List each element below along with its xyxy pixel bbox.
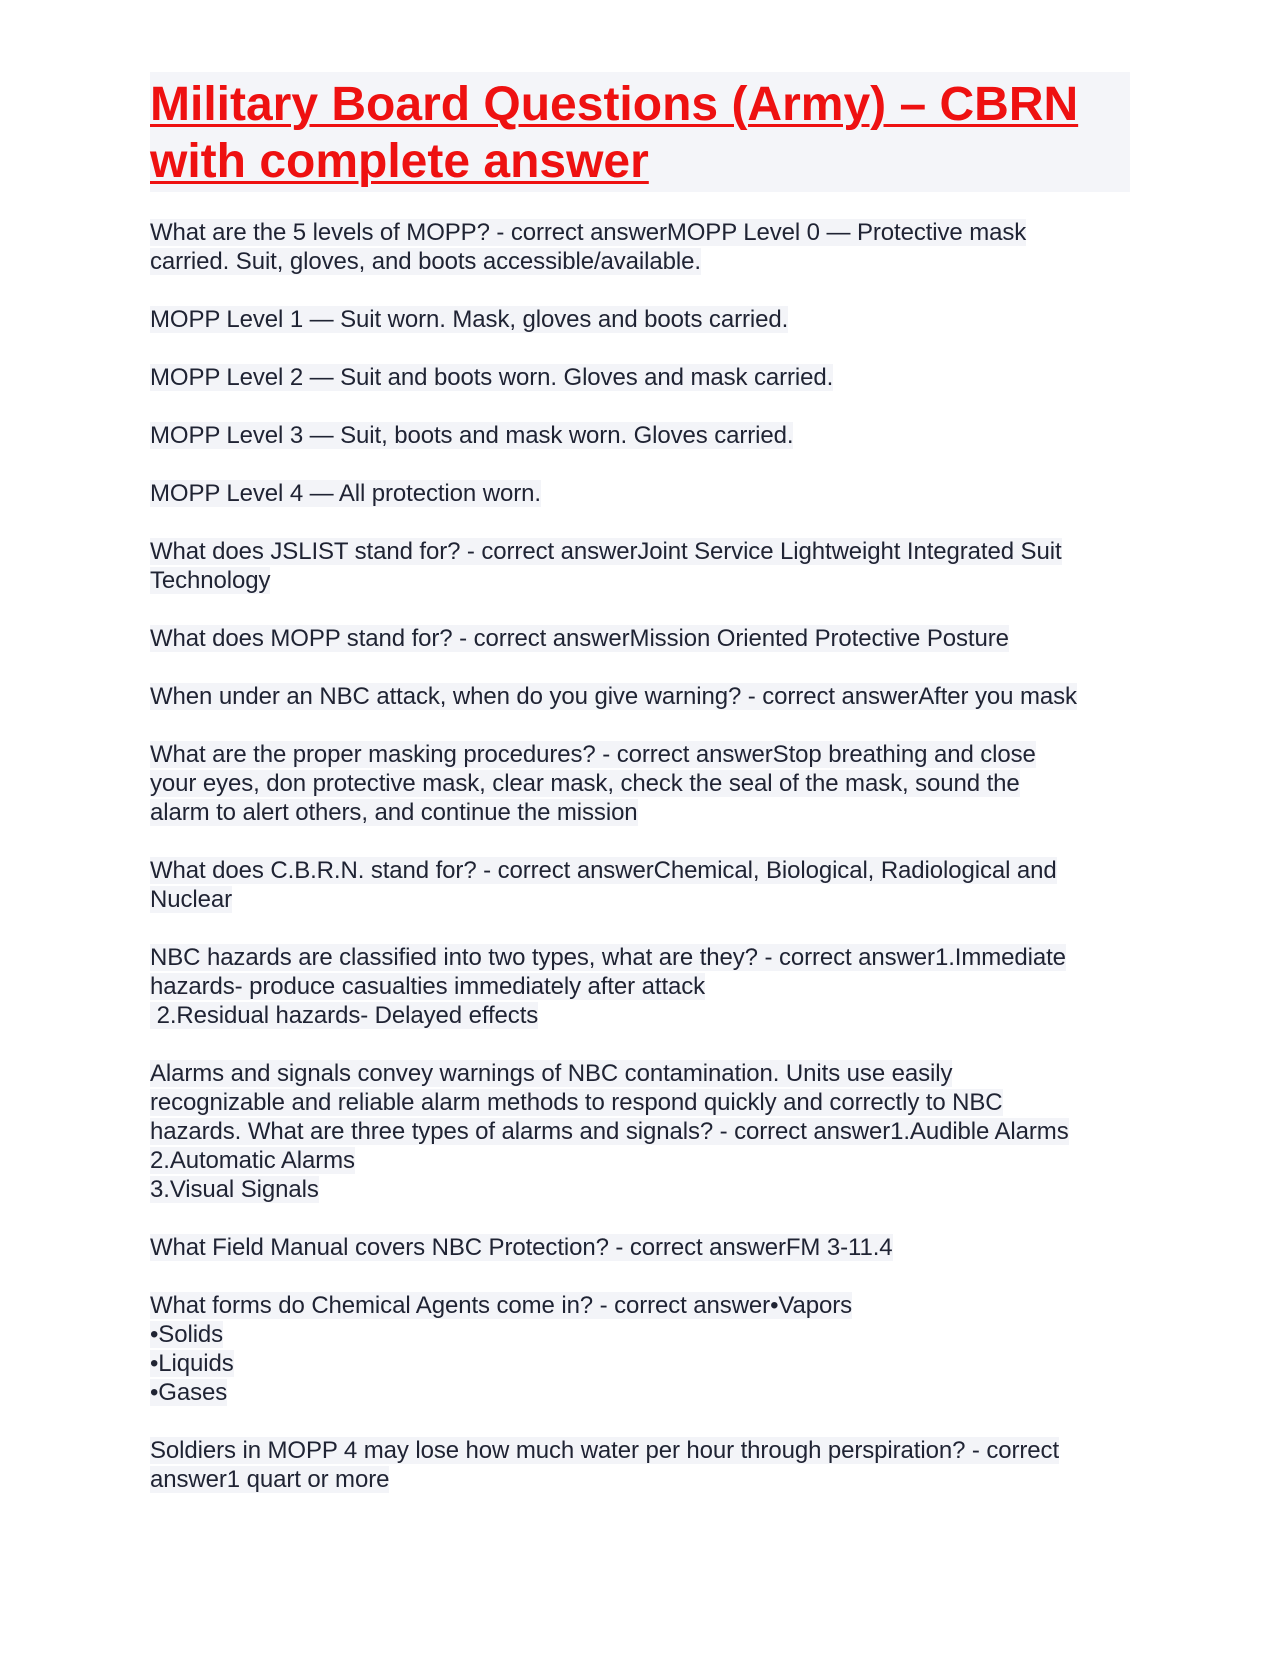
text-line: MOPP Level 1 — Suit worn. Mask, gloves and boots carried. [150, 306, 789, 333]
qa-paragraph [150, 1291, 1130, 1407]
text-line: Technology [150, 567, 271, 594]
qa-paragraph [150, 1233, 1130, 1262]
document-body [150, 218, 1130, 1494]
text-line: alarm to alert others, and continue the mission [150, 799, 638, 826]
qa-paragraph [150, 856, 1130, 914]
text-line: MOPP Level 4 — All protection worn. [150, 480, 541, 507]
document-title-block [150, 72, 1130, 192]
text-line: hazards. What are three types of alarms and signals? - correct answer1.Audible Alarms [150, 1118, 1069, 1145]
text-line: 2.Residual hazards- Delayed effects [150, 1002, 539, 1029]
text-line: •Solids [150, 1321, 224, 1348]
qa-paragraph [150, 218, 1130, 276]
qa-paragraph [150, 1436, 1130, 1494]
qa-paragraph [150, 740, 1130, 827]
text-line: carried. Suit, gloves, and boots accessible/available. [150, 248, 701, 275]
qa-paragraph [150, 682, 1130, 711]
text-line: When under an NBC attack, when do you give warning? - correct answerAfter you mask [150, 683, 1077, 710]
text-line: Nuclear [150, 886, 232, 913]
qa-paragraph [150, 479, 1130, 508]
text-line: What does C.B.R.N. stand for? - correct answerChemical, Biological, Radiological and [150, 857, 1057, 884]
text-line: Alarms and signals convey warnings of NBC contamination. Units use easily [150, 1060, 953, 1087]
text-line: •Liquids [150, 1350, 234, 1377]
qa-paragraph [150, 363, 1130, 392]
text-line: your eyes, don protective mask, clear mask, check the seal of the mask, sound the [150, 770, 1020, 797]
qa-paragraph [150, 421, 1130, 450]
text-line: What Field Manual covers NBC Protection? - correct answerFM 3-11.4 [150, 1234, 893, 1261]
qa-paragraph [150, 305, 1130, 334]
text-line: 2.Automatic Alarms [150, 1147, 355, 1174]
text-line: 3.Visual Signals [150, 1176, 319, 1203]
document-title [150, 76, 1130, 190]
qa-paragraph [150, 943, 1130, 1030]
text-line: recognizable and reliable alarm methods to respond quickly and correctly to NBC [150, 1089, 1003, 1116]
text-line: What are the proper masking procedures? - correct answerStop breathing and close [150, 741, 1036, 768]
text-line: •Gases [150, 1379, 228, 1406]
title-line: with complete answer [150, 135, 649, 188]
qa-paragraph [150, 1059, 1130, 1204]
text-line: What are the 5 levels of MOPP? - correct answerMOPP Level 0 — Protective mask [150, 219, 1027, 246]
text-line: MOPP Level 2 — Suit and boots worn. Gloves and mask carried. [150, 364, 834, 391]
qa-paragraph [150, 624, 1130, 653]
text-line: What does MOPP stand for? - correct answerMission Oriented Protective Posture [150, 625, 1009, 652]
text-line: Soldiers in MOPP 4 may lose how much water per hour through perspiration? - correct [150, 1437, 1060, 1464]
title-line: Military Board Questions (Army) – CBRN [150, 78, 1079, 131]
text-line: What forms do Chemical Agents come in? - correct answer•Vapors [150, 1292, 853, 1319]
text-line: hazards- produce casualties immediately after attack [150, 973, 706, 1000]
text-line: What does JSLIST stand for? - correct answerJoint Service Lightweight Integrated Suit [150, 538, 1062, 565]
document-page [150, 72, 1130, 1523]
text-line: MOPP Level 3 — Suit, boots and mask worn. Gloves carried. [150, 422, 794, 449]
text-line: answer1 quart or more [150, 1466, 390, 1493]
text-line: NBC hazards are classified into two types, what are they? - correct answer1.Immediate [150, 944, 1066, 971]
qa-paragraph [150, 537, 1130, 595]
